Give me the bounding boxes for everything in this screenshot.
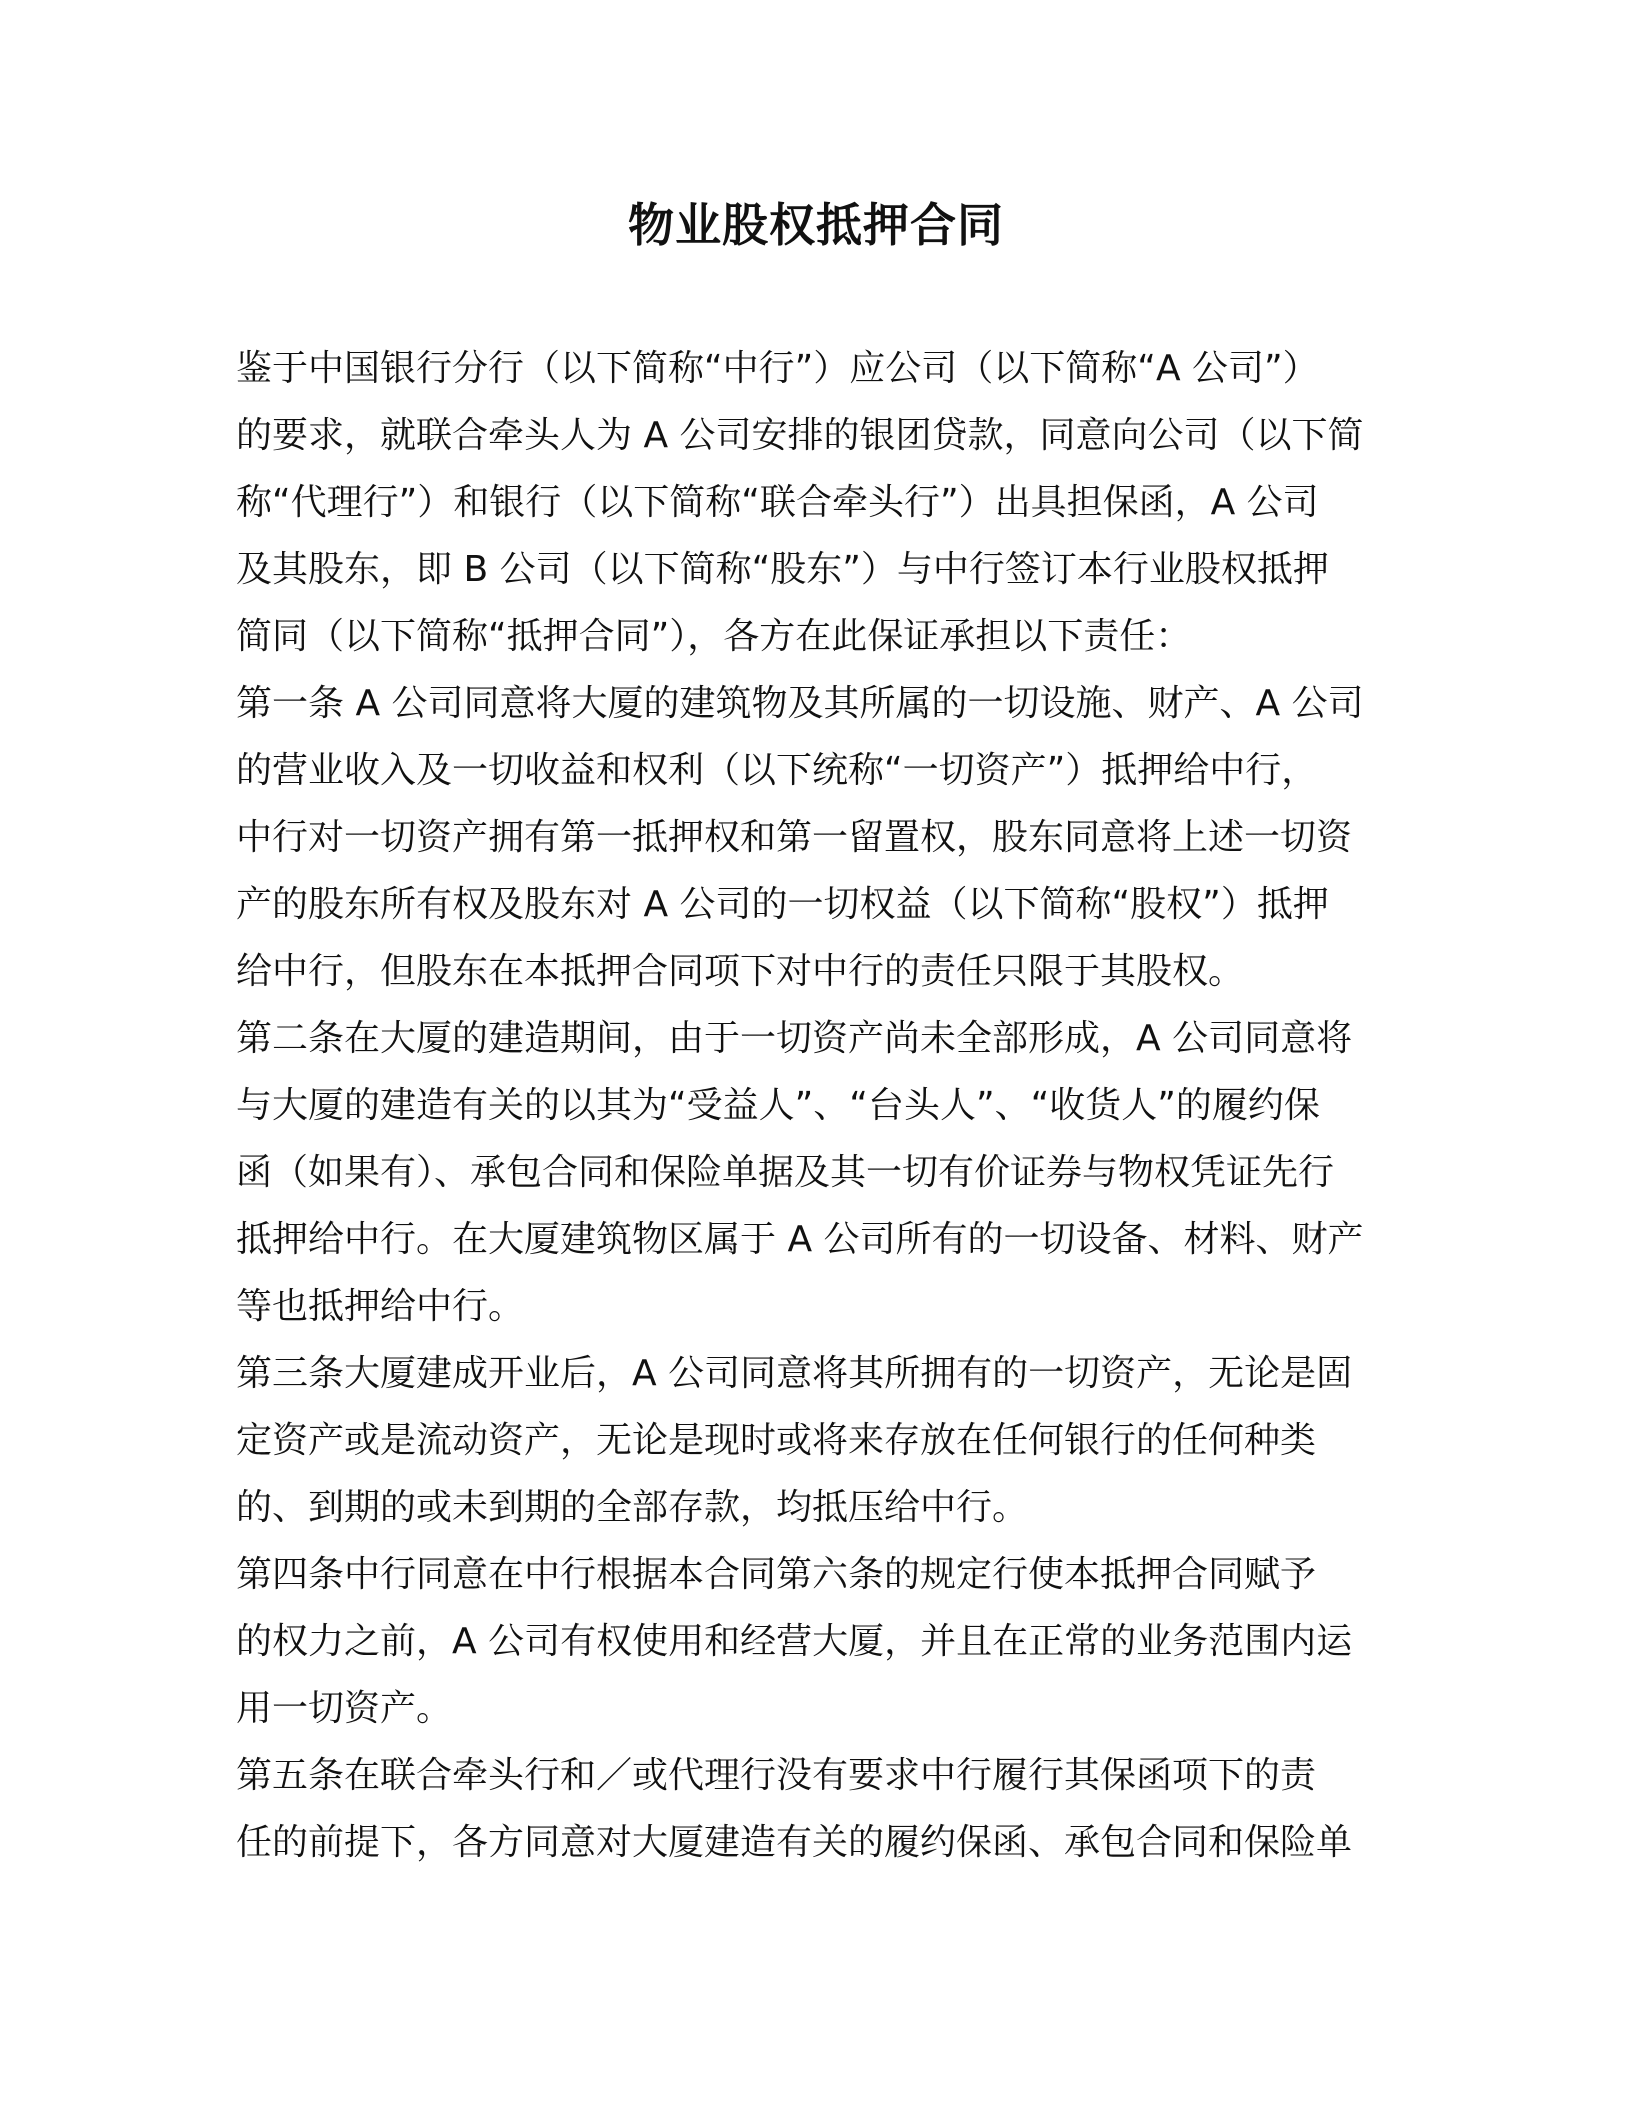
text-line: 第一条 A 公司同意将大厦的建筑物及其所属的一切设施、财产、A 公司 [236,683,1364,724]
text-line: 的、到期的或未到期的全部存款，均抵压给中行。 [236,1487,1029,1528]
text-line: 函（如果有）、承包合同和保险单据及其一切有价证券与物权凭证先行 [236,1152,1335,1193]
text-line: 给中行，但股东在本抵押合同项下对中行的责任只限于其股权。 [236,951,1245,992]
text-line: 定资产或是流动资产，无论是现时或将来存放在任何银行的任何种类 [236,1420,1317,1461]
text-line: 产的股东所有权及股东对 A 公司的一切权益（以下简称“股权”）抵押 [236,884,1329,925]
text-line: 与大厦的建造有关的以其为“受益人”、“台头人”、“收货人”的履约保 [236,1085,1320,1126]
text-line: 的营业收入及一切收益和权利（以下统称“一切资产”）抵押给中行， [236,750,1318,791]
text-line: 的权力之前，A 公司有权使用和经营大厦，并且在正常的业务范围内运 [236,1621,1353,1662]
text-line: 第三条大厦建成开业后，A 公司同意将其所拥有的一切资产，无论是固 [236,1353,1353,1394]
text-line: 第二条在大厦的建造期间，由于一切资产尚未全部形成，A 公司同意将 [236,1018,1353,1059]
text-line: 中行对一切资产拥有第一抵押权和第一留置权，股东同意将上述一切资 [236,817,1353,858]
text-line: 第四条中行同意在中行根据本合同第六条的规定行使本抵押合同赋予 [236,1554,1317,1595]
document-title: 物业股权抵押合同 [628,198,1004,252]
text-line: 及其股东，即 B 公司（以下简称“股东”）与中行签订本行业股权抵押 [236,549,1329,590]
text-line: 用一切资产。 [236,1688,453,1729]
text-line: 称“代理行”）和银行（以下简称“联合牵头行”）出具担保函，A 公司 [236,482,1319,523]
text-line: 等也抵押给中行。 [236,1286,525,1327]
text-line: 鉴于中国银行分行（以下简称“中行”）应公司（以下简称“A 公司”） [236,348,1319,389]
text-line: 任的前提下，各方同意对大厦建造有关的履约保函、承包合同和保险单 [236,1822,1353,1863]
text-line: 抵押给中行。在大厦建筑物区属于 A 公司所有的一切设备、材料、财产 [236,1219,1364,1260]
contract-body [236,335,1396,1876]
text-line: 第五条在联合牵头行和／或代理行没有要求中行履行其保函项下的责 [236,1755,1317,1796]
text-line: 的要求，就联合牵头人为 A 公司安排的银团贷款，同意向公司（以下简 [236,415,1364,456]
text-line: 简同（以下简称“抵押合同”），各方在此保证承担以下责任： [236,616,1192,657]
